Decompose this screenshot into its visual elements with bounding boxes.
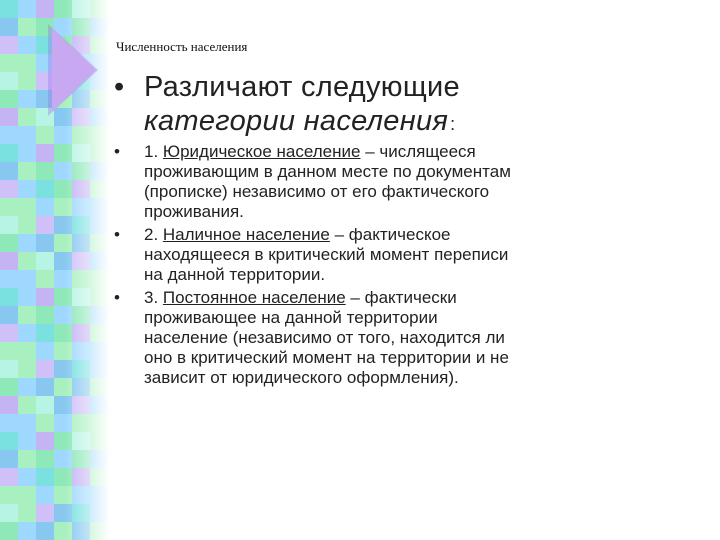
item-line: находящееся в критический момент переписи	[144, 245, 509, 264]
item-line: оно в критический момент на территории и не	[144, 348, 509, 367]
category-list	[114, 142, 704, 391]
item-line	[144, 225, 704, 245]
item-line: проживающее на данной территории	[144, 308, 438, 327]
slide-subtitle: Численность населения	[116, 39, 248, 54]
list-item	[114, 142, 704, 222]
item-line: население (независимо от того, находится ли	[144, 328, 505, 347]
list-bullet: •	[114, 288, 120, 307]
heading-bullet: •	[114, 71, 125, 103]
heading-line-2	[144, 104, 455, 141]
item-definition-start: – фактическое	[329, 225, 451, 244]
list-item	[114, 225, 704, 285]
item-line	[144, 288, 704, 308]
item-line: (прописке) независимо от его фактического	[144, 182, 490, 201]
item-number: 1.	[144, 142, 163, 161]
item-term: Постоянное население	[162, 288, 346, 307]
item-number: 2.	[144, 225, 163, 244]
item-term: Юридическое население	[162, 142, 361, 161]
item-line: зависит от юридического оформления).	[144, 368, 459, 387]
heading-line-1: Различают следующие	[144, 71, 460, 103]
item-line: проживающим в данном месте по документам	[144, 162, 511, 181]
triangle-decoration	[52, 28, 96, 112]
list-item	[114, 288, 704, 388]
item-definition-start: – фактически	[345, 288, 457, 307]
item-line: на данной территории.	[144, 265, 326, 284]
item-line: проживания.	[144, 202, 244, 221]
list-bullet: •	[114, 142, 120, 161]
item-number: 3.	[144, 288, 163, 307]
heading-colon: :	[450, 114, 456, 134]
heading-line-2-text: категории населения	[144, 105, 449, 137]
item-term: Наличное население	[162, 225, 330, 244]
list-bullet: •	[114, 225, 120, 244]
item-definition-start: – числящееся	[360, 142, 476, 161]
item-line	[144, 142, 704, 162]
